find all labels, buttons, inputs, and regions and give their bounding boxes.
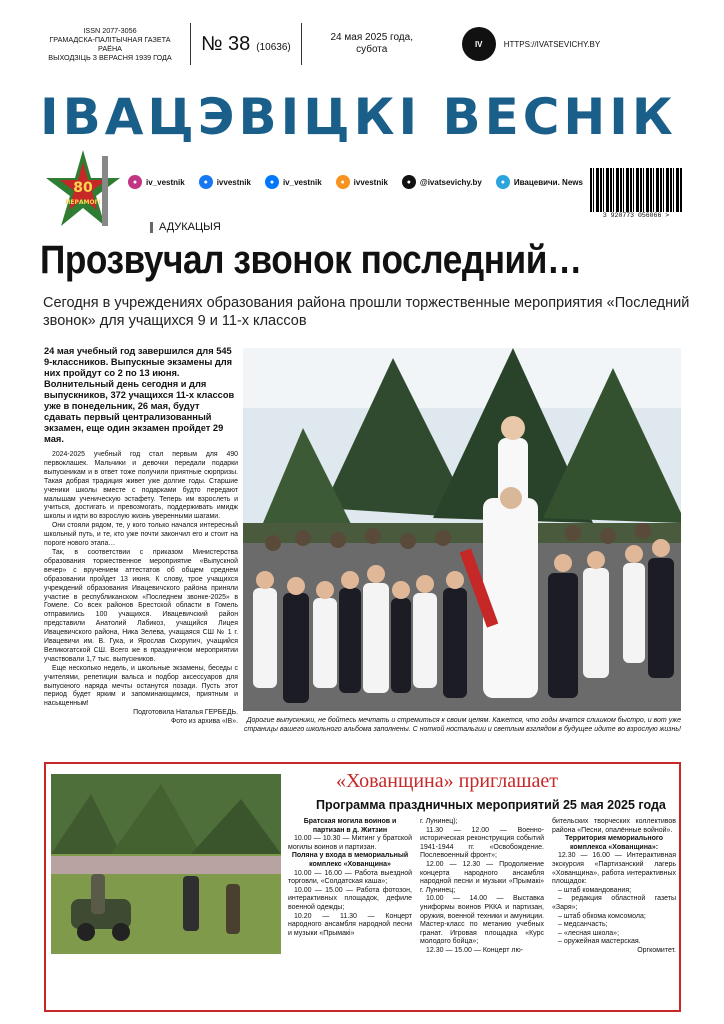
program-item: 12.00 — 12.30 — Продолжение концерта народного ансамбля народной песни и музыки «Прымакі» г. Лунинец; xyxy=(420,860,544,894)
article-paragraph: Так, в соответствии с приказом Министерства образования торжественное мероприятие «Выпускной вечер» с вручением аттестатов об общем среднем образовании пройдет 13 июня. К слову, трое учащихся учреждений образования Ивацевичского района приняли участие в республиканском «Последнем звонке-2025» в Гомеле. Со всех районов Брестской области в Гомель отправились 100 учащихся. Ивацевичский район представили Анатолий Лабикоз, учащийся Лицея Ивацевичского района, Ника Зелева, учащаяся СШ № 1 г. Ивацевичи им. В. Гука, и Ярослав Скорупич, учащийся Великогатской СШ. Всего же в праздничном мероприятии участвовали 1,7 тыс. выпускников. xyxy=(44,548,238,663)
instagram-icon: ● xyxy=(128,175,142,189)
program-list-item: – оружейная мастерская. xyxy=(558,938,641,946)
header-strip xyxy=(40,18,690,70)
photo-caption: Дорогие выпускники, не бойтесь мечтать и стремиться к своим целям. Кажется, что годы мчатся слишком быстро, и вот уже страницы вашего школьного альбома заполнены. С ноткой ностальгии и светлым взглядом в будущее идите во взрослую жизнь! xyxy=(243,717,681,733)
signature: Оргкомитет. xyxy=(637,946,676,954)
event-subtitle: Программа праздничных мероприятий 25 мая 2025 года xyxy=(316,798,666,812)
masthead: ІВАЦЭВІЦКІ ВЕСНІК xyxy=(40,88,677,146)
iv-logo-icon: IV xyxy=(462,27,496,61)
program-item: 10.00 — 10.30 — Митинг у братской могилы воинов и партизан. xyxy=(288,835,412,851)
website-link[interactable]: HTTPS://IVATSEVICHY.BY xyxy=(503,39,601,49)
vk-icon: ● xyxy=(265,175,279,189)
program-item: 10.00 — 14.00 — Выставка униформы воинов РККА и партизан, оружия, военной техники и амуниции. Мастер-класс по метанию учебных гранат. Игровая площадка «Курс молодого бойца»; xyxy=(420,895,544,946)
program-item: 11.30 — 12.00 — Военно-историческая реконструкция событий 1941-1944 гг. «Освобождение. Послевоенный фронт»; xyxy=(420,826,544,860)
article-body xyxy=(44,346,238,727)
graduation-photo xyxy=(243,348,681,711)
social-label: @ivatsevichy.by xyxy=(419,177,482,187)
program-list-item: – штаб командования; xyxy=(558,886,632,894)
social-link[interactable] xyxy=(128,175,185,189)
program-item: 12.30 — 16.00 — Интерактивная экскурсия «Партизанский лагерь «Хованщина», работа интерактивных площадок: xyxy=(552,852,676,886)
program-list-item: – штаб обкома комсомола; xyxy=(558,912,646,920)
venue-heading: Поляна у входа в мемориальный комплекс «Хованщина» xyxy=(291,852,409,868)
victory-80-emblem-icon xyxy=(42,148,124,238)
social-label: ivvestnik xyxy=(353,177,388,187)
venue-heading: Территория мемориального комплекса «Хованщина»: xyxy=(564,835,664,851)
paper-description: ГРАМАДСКА-ПАЛІТЫЧНАЯ ГАЗЕТА РАЁНА xyxy=(49,35,171,53)
social-label: iv_vestnik xyxy=(282,177,322,187)
article-paragraph: Еще несколько недель, и школьные экзамены, беседы с учителями, репетиции вальса и подбор аксессуаров для выпускного наряда мечты останутся позади. Пусть этот период будет ярким и запоминающимся, приятным и насыщенным! xyxy=(44,664,238,708)
barcode-number: 3 920773 056066 > xyxy=(602,212,670,219)
social-links xyxy=(128,175,583,189)
social-link[interactable] xyxy=(336,175,388,189)
barcode-bars xyxy=(590,168,682,212)
since-line: ВЫХОДЗІЦЬ З ВЕРАСНЯ 1939 ГОДА xyxy=(48,53,172,62)
rubric xyxy=(150,221,221,233)
social-link[interactable] xyxy=(402,175,482,189)
program-item: 10.00 — 15.00 — Работа фотозон, интерактивных площадок, дефиле военной одежды; xyxy=(288,886,412,911)
tiktok-icon: ● xyxy=(402,175,416,189)
program-list-item: – медсанчасть; xyxy=(558,921,608,929)
social-link[interactable] xyxy=(496,175,583,189)
program-item: 10.00 — 16.00 — Работа выездной торговли, «Солдатская каша»; xyxy=(288,869,412,886)
odnoklassniki-icon: ● xyxy=(336,175,350,189)
program-column-1 xyxy=(288,818,412,938)
anniversary-label: ПЕРАМОГІ xyxy=(65,199,101,206)
program-item: бительских творческих коллективов района «Песни, опалённые войной». xyxy=(552,818,676,834)
program-item: 10.20 — 11.30 — Концерт народного ансамбля народной песни и музыки «Прымакі» xyxy=(288,912,412,937)
article-lead: 24 мая учебный год завершился для 545 9-классников. Выпускные экзамены для них пройдут со 2 по 13 июня. Волнительный день сегодня и для выпускников, 372 учащихся 11-х классов уже в понедельник, 26 мая, будут сдавать первый централизованный экзамен, еще один экзамен пройдет 29 мая. xyxy=(44,346,235,444)
program-item: г. Лунинец); xyxy=(420,818,458,825)
program-column-3 xyxy=(552,818,676,956)
program-item: 12.30 — 15.00 — Концерт лю- xyxy=(426,946,524,954)
issue-date: 24 мая 2025 года, субота xyxy=(330,32,413,55)
issue-number: № 38 (10636) xyxy=(201,32,291,55)
divider xyxy=(301,23,302,65)
photo-credit: Фото из архива «ІВ». xyxy=(171,718,238,726)
event-title: «Хованщина» приглашает xyxy=(336,770,558,792)
rubric-label: АДУКАЦЫЯ xyxy=(159,221,221,233)
venue-heading: Братская могила воинов и партизан в д. Житзин xyxy=(303,818,397,834)
event-box xyxy=(44,762,681,1012)
social-link[interactable] xyxy=(199,175,251,189)
social-label: iv_vestnik xyxy=(146,177,185,187)
facebook-icon: ● xyxy=(199,175,213,189)
anniversary-number: 80 xyxy=(73,180,93,196)
article-headline: Прозвучал звонок последний… xyxy=(40,238,582,282)
rubric-marker xyxy=(150,222,153,233)
program-list-item: – «лесная школа»; xyxy=(558,929,620,937)
article-paragraph: 2024-2025 учебный год стал первым для 490 первоклашек. Мальчики и девочки передали подарки выпускникам и в ответ тоже получили приятные сюрпризы. Такая добрая традиция живет уже долгие годы. Старшие ученики школы вместе с подарками будто передают малышам ученическую эстафету. Теперь им взрослеть и учиться, достигать и превозмогать, поддерживать имидж школы и идти во взрослую жизнь уверенными шагами. xyxy=(44,451,238,521)
social-label: Ивацевичи. News xyxy=(513,177,583,187)
barcode xyxy=(590,168,682,220)
reenactment-photo xyxy=(51,774,281,954)
social-label: ivvestnik xyxy=(216,177,251,187)
telegram-icon: ● xyxy=(496,175,510,189)
program-list-item: – редакция областной газеты «Заря»; xyxy=(552,895,676,911)
program-column-2 xyxy=(420,818,544,956)
article-lede: Сегодня в учреждениях образования района прошли торжественные мероприятия «Последний звонок» для учащихся 9 и 11-х классов xyxy=(43,295,690,329)
issn-block xyxy=(40,26,180,62)
author-credit: Подготовила Наталья ГЕРБЕДЬ. xyxy=(133,709,238,717)
divider xyxy=(190,23,191,65)
article-paragraph: Они стояли рядом, те, у кого только начался интересный школьный путь, и те, кто уже почти закончил его и стоит на пороге нового этапа… xyxy=(44,522,238,548)
social-link[interactable] xyxy=(265,175,322,189)
issn: ISSN 2077-3056 xyxy=(83,26,137,35)
